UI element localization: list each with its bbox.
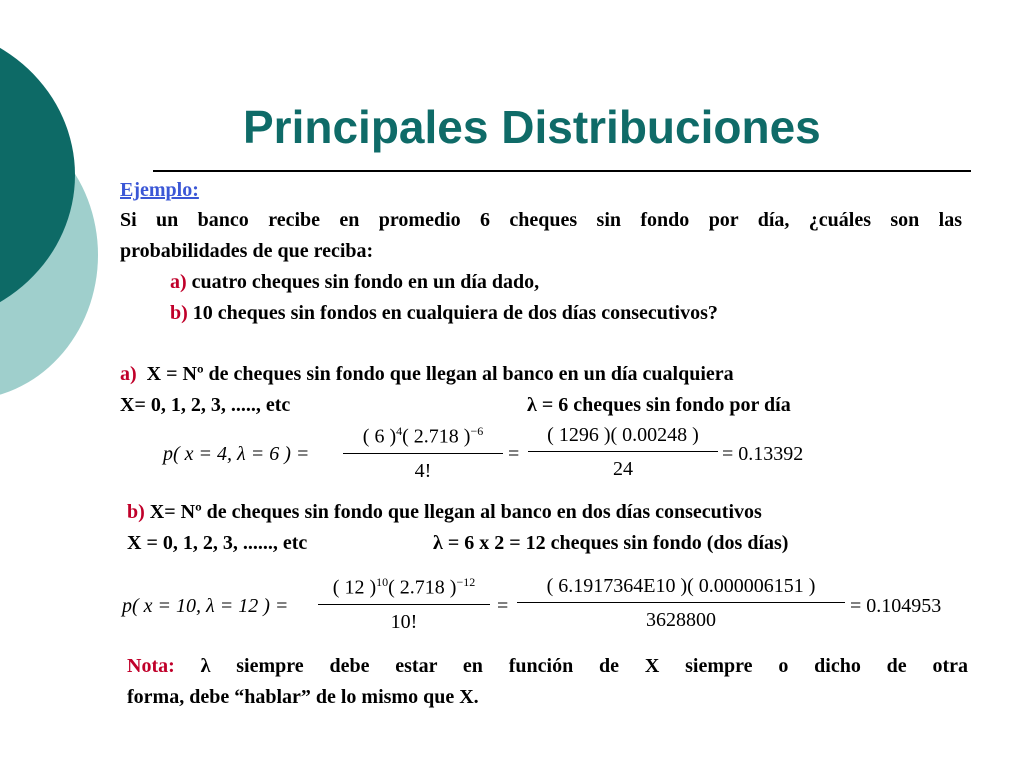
example-label-text: Ejemplo: xyxy=(120,179,199,201)
formula-a-frac1-denominator: 4! xyxy=(414,459,432,482)
formula-a-result: = 0.13392 xyxy=(722,443,804,465)
example-item-b xyxy=(170,301,718,325)
title-divider xyxy=(153,170,971,172)
note-line-1 xyxy=(127,654,968,678)
example-item-a-marker: a) xyxy=(170,271,187,293)
formula-b-fraction-2 xyxy=(517,575,845,632)
formula-a-frac2-denominator: 24 xyxy=(613,458,633,480)
example-line-1: Si un banco recibe en promedio 6 cheques sin fondo por día, ¿cuáles son las xyxy=(120,209,962,231)
example-item-b-text: 10 cheques sin fondos en cualquiera de dos días consecutivos? xyxy=(192,302,718,324)
formula-b-base-12: ( 12 ) xyxy=(332,576,377,599)
part-a-values: X= 0, 1, 2, 3, ....., etc xyxy=(120,394,291,416)
slide-title: Principales Distribuciones xyxy=(243,101,821,153)
part-b-marker: b) xyxy=(127,501,145,523)
formula-a-base-6: ( 6 ) xyxy=(362,425,397,448)
part-a-definition: X = Nº de cheques sin fondo que llegan al banco en un día cualquiera xyxy=(146,363,734,385)
note-label: Nota: xyxy=(127,655,175,677)
formula-a-lhs: p( x = 4, λ = 6 ) = xyxy=(163,443,310,465)
part-b-line-1 xyxy=(127,500,762,524)
formula-b-result: = 0.104953 xyxy=(850,595,942,617)
formula-b-fraction-1 xyxy=(318,575,490,634)
example-item-b-marker: b) xyxy=(170,302,188,324)
formula-a-frac1-numerator xyxy=(343,424,503,454)
formula-a-fraction-2 xyxy=(528,424,718,481)
part-b-definition: X= Nº de cheques sin fondo que llegan al banco en dos días consecutivos xyxy=(149,501,762,523)
formula-a-base-e: ( 2.718 ) xyxy=(402,425,471,448)
formula-a-equals: = xyxy=(508,443,520,465)
formula-b-base-e: ( 2.718 ) xyxy=(388,576,457,599)
part-a-lambda: λ = 6 cheques sin fondo por día xyxy=(527,394,791,416)
part-a-line-1 xyxy=(120,362,734,386)
formula-b-frac2-numerator: ( 6.1917364E10 )( 0.000006151 ) xyxy=(517,575,845,603)
example-item-a xyxy=(170,270,539,294)
formula-a-exp-4: 4 xyxy=(396,424,403,438)
formula-b-frac1-numerator xyxy=(318,575,490,605)
formula-a-frac2-numerator: ( 1296 )( 0.00248 ) xyxy=(528,424,718,452)
formula-a-exp-neg6: −6 xyxy=(470,424,484,438)
note-text-1: λ siempre debe estar en función de X siempre o dicho de otra xyxy=(200,655,968,677)
example-item-a-text: cuatro cheques sin fondo en un día dado, xyxy=(191,271,540,293)
note-line-2: forma, debe “hablar” de lo mismo que X. xyxy=(127,686,479,708)
example-label xyxy=(120,178,199,202)
formula-b-exp-10: 10 xyxy=(376,575,389,589)
formula-b-equals: = xyxy=(497,595,509,617)
example-line-2: probabilidades de que reciba: xyxy=(120,240,374,262)
formula-b-frac1-denominator: 10! xyxy=(390,610,418,633)
formula-b-lhs: p( x = 10, λ = 12 ) = xyxy=(122,595,289,617)
part-b-lambda: λ = 6 x 2 = 12 cheques sin fondo (dos días) xyxy=(433,532,789,554)
formula-a-fraction-1 xyxy=(343,424,503,483)
part-b-values: X = 0, 1, 2, 3, ......, etc xyxy=(127,532,308,554)
part-a-marker: a) xyxy=(120,363,137,385)
formula-b-exp-neg12: −12 xyxy=(456,575,476,589)
formula-b-frac2-denominator: 3628800 xyxy=(646,609,716,631)
